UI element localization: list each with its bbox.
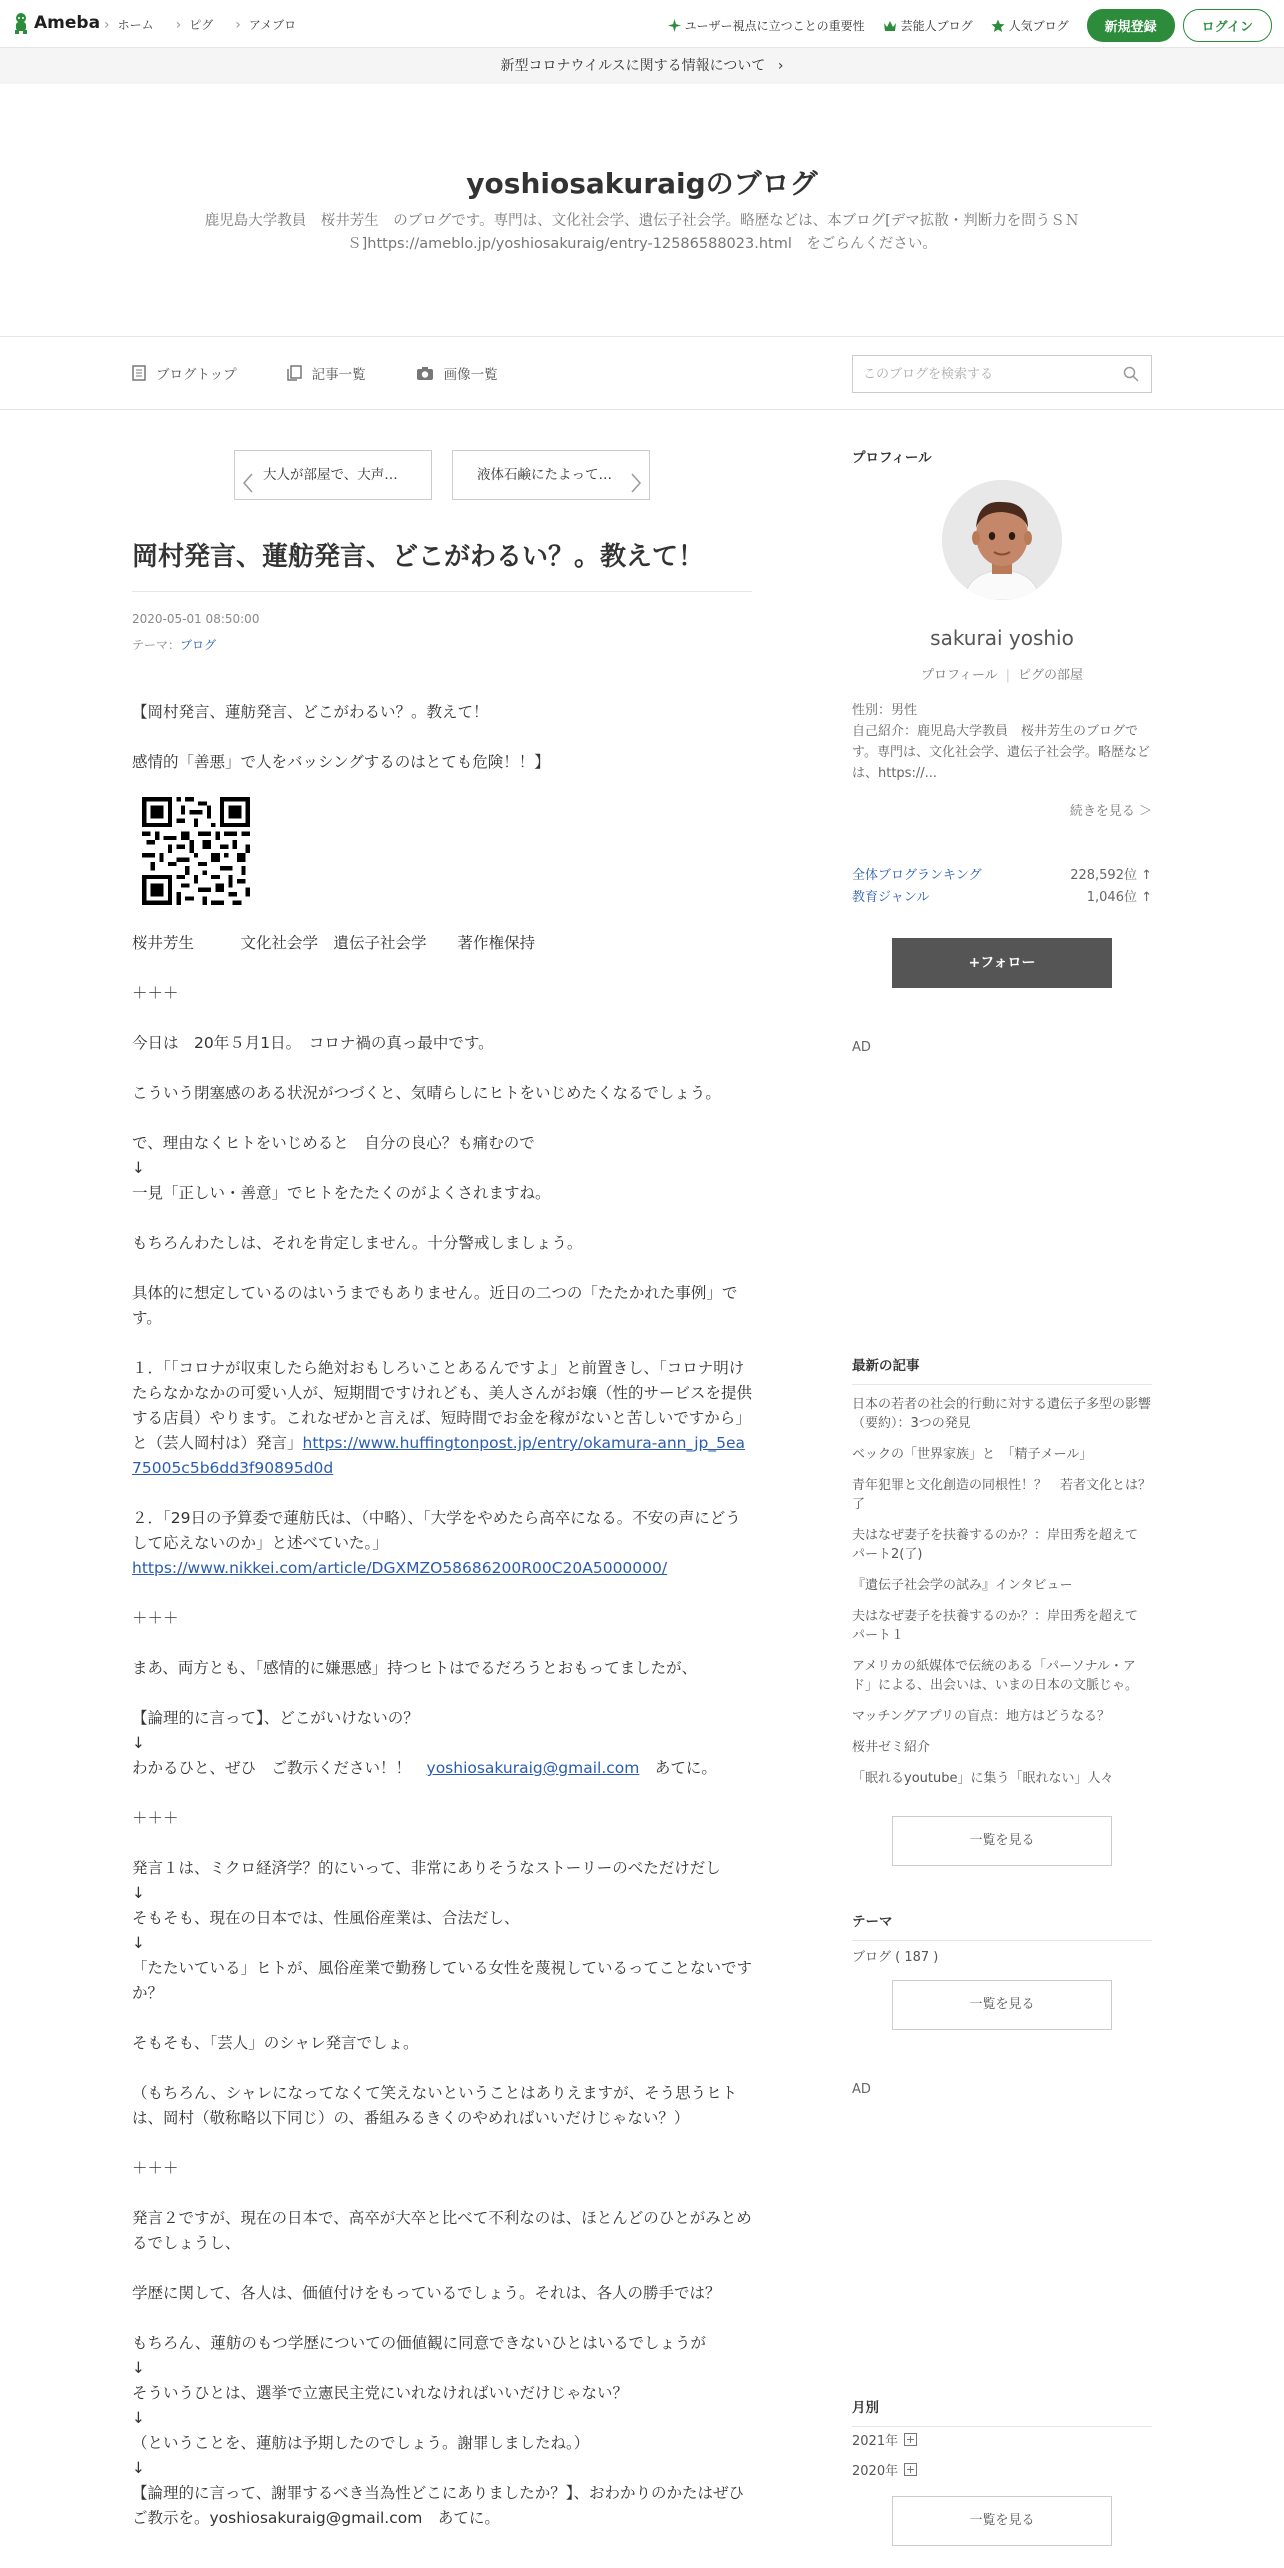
popular-blog-link[interactable]: 人気ブログ bbox=[991, 17, 1069, 34]
list-item[interactable]: アメリカの紙媒体で伝統のある「パーソナル・アド」による、出会いは、いまの日本の文脈じゃ。 bbox=[852, 1659, 1139, 1693]
email-link[interactable]: yoshiosakuraig@gmail.com bbox=[426, 1759, 640, 1777]
avatar-image bbox=[942, 480, 1062, 600]
article-theme: テーマ：ブログ bbox=[132, 638, 217, 652]
profile-link[interactable]: プロフィール bbox=[920, 668, 998, 683]
expand-icon[interactable] bbox=[904, 2433, 917, 2446]
recent-articles: 最新の記事 日本の若者の社会的行動に対する遺伝子多型の影響（要約）：3つの発見 ベックの「世界家族」と 「精子メール」 青年犯罪と文化創造の同根性！？ 若者文化とは？ 了 夫はなぜ妻子を扶養するのか？：岸田秀を超えて パート2(了) 『遺伝子社会学の試み』インタビュー 夫はなぜ妻子を扶養するのか？：岸田秀を超えて パート１ アメリカの紙媒体で伝統のある「パーソナル・アド」による、出会いは、いまの日本の文脈じゃ。 マッチングアプリの盲点：地方はどうなる？ 桜井ゼミ紹介 「眠れるyoutube」に集う「眠れない」人々 bbox=[852, 1354, 1152, 1800]
list-item[interactable]: 夫はなぜ妻子を扶養するのか？：岸田秀を超えて パート１ bbox=[852, 1609, 1152, 1643]
profile-info: 性別：男性 自己紹介：鹿児島大学教員 桜井芳生のブログです。専門は、文化社会学、遺伝子社会学。略歴などは、https://... bbox=[852, 703, 1150, 781]
blog-header bbox=[0, 84, 1284, 336]
ad-label: AD bbox=[852, 1040, 871, 1055]
chevron-right-icon bbox=[631, 465, 641, 500]
pig-room-link[interactable]: ピグの部屋 bbox=[1018, 668, 1084, 683]
profile-links: プロフィール | ピグの部屋 bbox=[920, 668, 1084, 683]
star-icon bbox=[991, 19, 1005, 33]
month-2020[interactable]: 2020年 bbox=[852, 2460, 917, 2479]
search-input[interactable] bbox=[853, 356, 1103, 392]
theme-section: テーマ bbox=[852, 1910, 1152, 1941]
blog-nav bbox=[0, 336, 1284, 410]
theme-link[interactable]: ブログ bbox=[180, 638, 217, 652]
nav-home[interactable]: › ホーム bbox=[104, 16, 154, 33]
list-item[interactable]: 「眠れるyoutube」に集う「眠れない」人々 bbox=[852, 1771, 1114, 1786]
list-item[interactable]: ベックの「世界家族」と 「精子メール」 bbox=[852, 1447, 1093, 1462]
genre-ranking[interactable]: 教育ジャンル 1,046位 ↑ bbox=[852, 890, 1152, 905]
ad-label: AD bbox=[852, 2082, 871, 2097]
follow-button[interactable]: +フォロー bbox=[892, 938, 1112, 988]
nav-pigg[interactable]: › ピグ bbox=[176, 16, 214, 33]
copy-icon bbox=[287, 365, 302, 381]
blog-search bbox=[852, 355, 1152, 393]
list-item[interactable]: 夫はなぜ妻子を扶養するのか？：岸田秀を超えて パート2(了) bbox=[852, 1528, 1152, 1562]
monthly-section: 月別 bbox=[852, 2396, 1152, 2427]
signup-button[interactable]: 新規登録 bbox=[1087, 9, 1175, 42]
document-icon bbox=[132, 365, 146, 381]
nikkei-link[interactable]: https://www.nikkei.com/article/DGXMZO58686200R00C20A5000000/ bbox=[132, 1559, 668, 1577]
article-title[interactable]: 岡村発言、蓮舫発言、どこがわるい？。教えて！ bbox=[132, 536, 752, 592]
profile-name[interactable]: sakurai yoshio bbox=[930, 626, 1074, 650]
top-nav bbox=[104, 16, 296, 33]
nav-ameblo[interactable]: › アメブロ bbox=[235, 16, 296, 33]
top-bar bbox=[0, 0, 1284, 48]
featured-link[interactable]: ユーザー視点に立つことの重要性 bbox=[668, 17, 865, 34]
article-date: 2020-05-01 08:50:00 bbox=[132, 612, 260, 626]
chevron-right-icon: › bbox=[777, 58, 784, 74]
blog-title[interactable]: yoshiosakuraigのブログ bbox=[466, 167, 818, 200]
list-item[interactable]: 桜井ゼミ紹介 bbox=[852, 1740, 931, 1755]
sparkle-icon bbox=[668, 19, 681, 32]
huffpost-link[interactable]: https://www.huffingtonpost.jp/entry/okamura-ann_jp_5ea75005c5b6dd3f90895d0d bbox=[132, 1434, 746, 1477]
tab-blog-top[interactable]: ブログトップ bbox=[132, 363, 237, 383]
list-item[interactable]: 『遺伝子社会学の試み』インタビュー bbox=[852, 1578, 1073, 1593]
read-more-link[interactable]: 続きを見る ＞ bbox=[1069, 804, 1152, 819]
monthly-list-button[interactable]: 一覧を見る bbox=[892, 2496, 1112, 2546]
ameba-mascot-icon bbox=[12, 12, 30, 34]
ameba-logo[interactable]: Ameba bbox=[12, 12, 100, 34]
tab-article-list[interactable]: 記事一覧 bbox=[287, 363, 366, 383]
celebrity-blog-link[interactable]: 芸能人ブログ bbox=[883, 17, 973, 34]
prev-article-button[interactable]: 大人が部屋で、大声… bbox=[234, 450, 432, 500]
blog-description: 鹿児島大学教員 桜井芳生 のブログです。専門は、文化社会学、遺伝子社会学。略歴などは、本ブログ[デマ拡散・判断力を問うＳＮＳ]https://ameblo.jp/yoshiosakuraig/entry-12586588023.html をごらんください。 bbox=[204, 213, 1080, 252]
overall-ranking[interactable]: 全体ブログランキング 228,592位 ↑ bbox=[852, 868, 1152, 883]
article-body: 【岡村発言、蓮舫発言、どこがわるい？。教えて！ 感情的「善悪」で人をバッシングするのはとても危険！！】 桜井芳生 文化社会学 遺伝子社会学 著作権保持 ＋＋＋ 今日は 20年５月1日。 コロナ禍の真っ最中です。 こういう閉塞感のある状況がつづくと、気晴らしにヒトをいじめたくなるでしょう。 で、理由なくヒトをいじめると 自分の良心？も痛むので ↓ 一見「正しい・善意」でヒトをたたくのがよくされますね。 もちろんわたしは、それを肯定しません。十分警戒しましょう。 具体的に想定しているのはいうまでもありません。近日の二つの「たたかれた事例」です。 １．「「コロナが収束したら絶対おもしろいことあるんですよ」と前置きし、「コロナ明けたらなかなかの可愛い人が、短期間ですけれども、美人さんがお嬢（性的サービスを提供する店員）やります。これなぜかと言えば、短時間でお金を稼がないと苦しいですから」と（芸人岡村は）発言」https://www.huffingtonpost.jp/entry/okamura-ann_jp_5ea75005c5b6dd3f90895d0d ２．「29日の予算委で蓮舫氏は、（中略）、「大学をやめたら高卒になる。不安の声にどうして応えないのか」と述べていた。」 https://www.nikkei.com/article/DGXMZO58686200R00C20A5000000/ ＋＋＋ まあ、両方とも、「感情的に嫌悪感」持つヒトはでるだろうとおもってましたが、 【論理的に言って】、どこがいけないの？ ↓ わかるひと、ぜひ ご教示ください！！ yoshiosakuraig@gmail.com あてに。 ＋＋＋ 発言１は、ミクロ経済学？的にいって、非常にありそうなストーリーのべただけだし ↓ そもそも、現在の日本では、性風俗産業は、合法だし、 ↓ 「たたいている」ヒトが、風俗産業で勤務している女性を蔑視しているってことないですか？ そもそも、「芸人」のシャレ発言でしょ。 （もちろん、シャレになってなくて笑えないということはありえますが、そう思うヒトは、岡村（敬称略以下同じ）の、番組みるきくのやめればいいだけじゃない？） ＋＋＋ 発言２ですが、現在の日本で、高卒が大卒と比べて不利なのは、ほとんどのひとがみとめるでしょうし、 学歴に関して、各人は、価値付けをもっているでしょう。それは、各人の勝手では？ もちろん、蓮舫のもつ学歴についての価値観に同意できないひとはいるでしょうが ↓ そういうひとは、選挙で立憲民主党にいれなければいいだけじゃない？ ↓ （ということを、蓮舫は予期したのでしょう。謝罪しましたね。） ↓ 【論理的に言って、謝罪するべき当為性どこにありましたか？】、おわかりのかたはぜひご教示を。yoshiosakuraig@gmail.com あてに。 bbox=[132, 703, 753, 2527]
top-right-links bbox=[668, 9, 1272, 42]
theme-item[interactable]: ブログ ( 187 ) bbox=[852, 1950, 939, 1965]
covid-notice-link[interactable]: 新型コロナウイルスに関する情報について › bbox=[0, 48, 1284, 84]
list-item[interactable]: マッチングアプリの盲点：地方はどうなる？ bbox=[852, 1709, 1111, 1724]
tab-image-list[interactable]: 画像一覧 bbox=[416, 363, 498, 383]
qr-code-image bbox=[142, 797, 250, 905]
chevron-left-icon bbox=[243, 465, 253, 500]
login-button[interactable]: ログイン bbox=[1183, 9, 1272, 42]
avatar[interactable] bbox=[942, 480, 1062, 600]
month-2021[interactable]: 2021年 bbox=[852, 2430, 917, 2449]
camera-icon bbox=[416, 366, 434, 381]
search-icon[interactable] bbox=[1123, 366, 1139, 386]
expand-icon[interactable] bbox=[904, 2463, 917, 2476]
profile-heading: プロフィール bbox=[852, 450, 932, 466]
recent-list-button[interactable]: 一覧を見る bbox=[892, 1816, 1112, 1866]
list-item[interactable]: 日本の若者の社会的行動に対する遺伝子多型の影響（要約）：3つの発見 bbox=[852, 1397, 1152, 1431]
list-item[interactable]: 青年犯罪と文化創造の同根性！？ 若者文化とは？ 了 bbox=[852, 1478, 1165, 1512]
crown-icon bbox=[883, 20, 897, 32]
theme-list-button[interactable]: 一覧を見る bbox=[892, 1980, 1112, 2030]
next-article-button[interactable]: 液体石鹸にたよって… bbox=[452, 450, 650, 500]
